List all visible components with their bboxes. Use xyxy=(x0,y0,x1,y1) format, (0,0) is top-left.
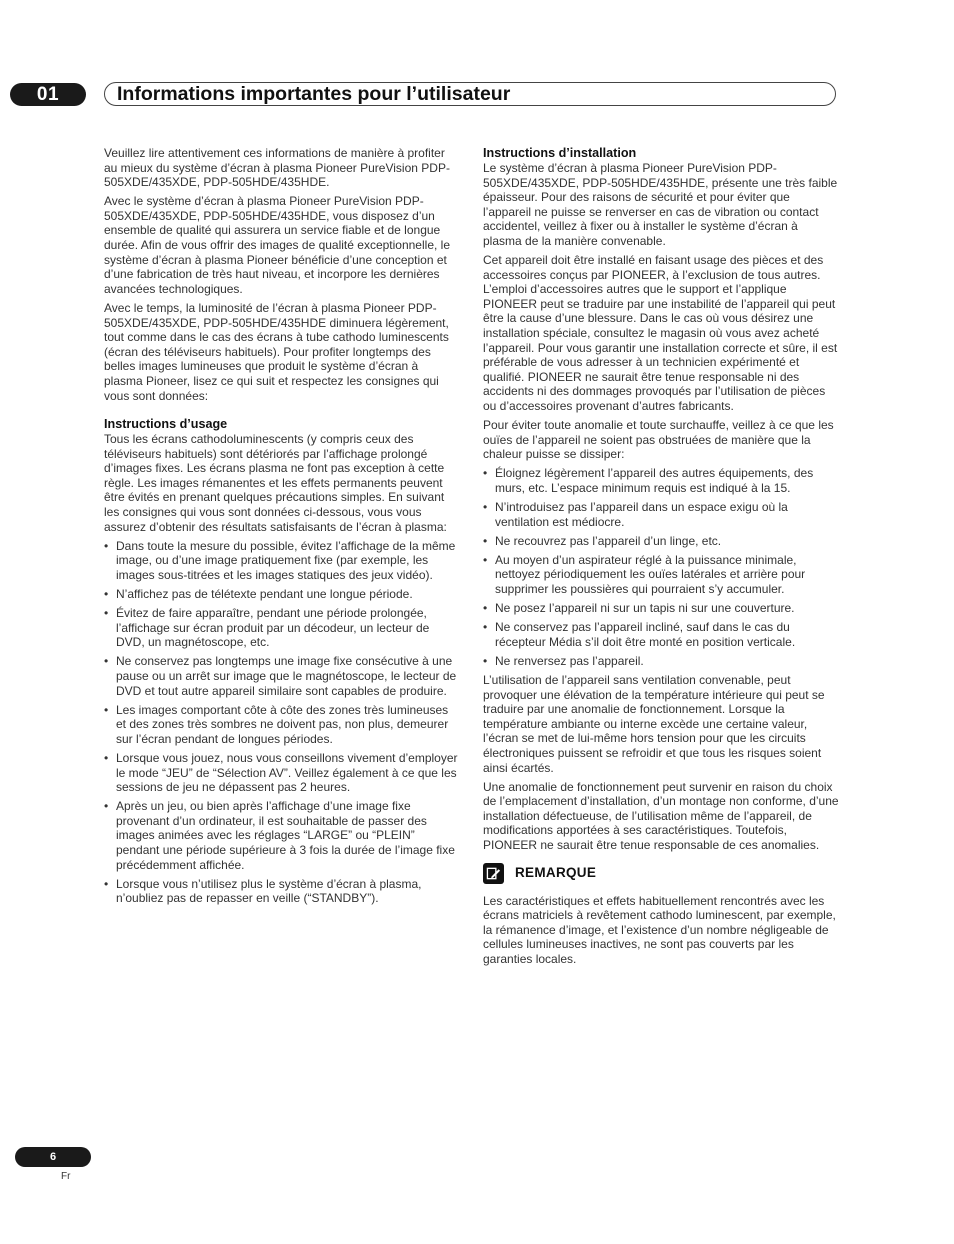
intro-paragraph: Avec le système d’écran à plasma Pioneer PureVision PDP-505XDE/435XDE, PDP-505HDE/435HDE, vous disposez d’un ensemble de qualité qui assurera un service fiable et de longue durée. Afin de vous offrir des images de qualité exceptionnelle, le système d’écran à plasma Pioneer bénéficie d’une conception et d’une fabrication de très haut niveau, et incorpore les dernières avancées technologiques. xyxy=(104,194,450,296)
page-title-bar xyxy=(104,82,836,106)
list-item: • Au moyen d’un aspirateur réglé à la puissance minimale, nettoyez périodiquement les ouïes latérales et arrière pour supprimer les poussières qui pourraient s’y accumuler. xyxy=(483,553,839,597)
page-number-badge: 6 xyxy=(15,1147,91,1167)
usage-bullet-list xyxy=(104,539,458,906)
liability-paragraph: Une anomalie de fonctionnement peut survenir en raison du choix de l’emplacement d’installation, d’un montage non conforme, d’une installation défectueuse, de l’utilisation même de l’appareil, de modifications apportées à ses caractéristiques. Toutefois, PIONEER ne saurait être tenue responsable de ces anomalies. xyxy=(483,779,839,853)
note-header xyxy=(483,863,839,884)
usage-heading: Instructions d’usage xyxy=(104,417,228,432)
list-item: • Après un jeu, ou bien après l’affichage d’une image fixe provenant d’un ordinateur, il est souhaitable de passer des images animées avec les réglages “LARGE” ou “PLEIN” pendant une période supérieure à 3 fois la durée de l’image fixe précédemment affichée. xyxy=(104,799,458,872)
install-paragraph: Pour éviter toute anomalie et toute surchauffe, veillez à ce que les ouïes de l’appareil ne soient pas obstruées de manière que la chaleur puisse se dissiper: xyxy=(483,418,834,462)
list-item: • Éloignez légèrement l’appareil des autres équipements, des murs, etc. L’espace minimum requis est indiqué à la 15. xyxy=(483,466,839,495)
intro-paragraph: Avec le temps, la luminosité de l’écran à plasma Pioneer PDP-505XDE/435XDE, PDP-505HDE/435HDE diminuera légèrement, tout comme dans le cas des écrans à tube cathodo luminescents (écran des téléviseurs habituels). Pour profiter longtemps des belles images lumineuses que produit le système d’écran à plasma Pioneer, lisez ce qui suit et respectez les consignes qui vous sont données: xyxy=(104,300,449,403)
list-item: • Ne conservez pas l’appareil incliné, sauf dans le cas du récepteur Média s’il doit être monté en position verticale. xyxy=(483,620,839,649)
chapter-number-badge: 01 xyxy=(10,83,86,106)
left-column xyxy=(104,146,458,910)
list-item: • N’affichez pas de télétexte pendant une longue période. xyxy=(104,587,458,602)
usage-intro: Tous les écrans cathodoluminescents (y compris ceux des téléviseurs habituels) sont détériorés par l’affichage prolongé d’images fixes. Les écrans plasma ne font pas exception à cette règle. Les images rémanentes et les effets permanents peuvent être évités en prenant quelques précautions simples. En suivant les consignes qui vous sont données ci-dessous, vous vous assurez d’obtenir des résultats satisfaisants de l’écran à plasma: xyxy=(104,432,447,534)
list-item: • Ne conservez pas longtemps une image fixe consécutive à une pause ou un arrêt sur image que le magnétoscope, le lecteur de DVD et tout autre appareil similaire sont capables de produire. xyxy=(104,654,458,698)
right-column xyxy=(483,146,839,971)
list-item: • Les images comportant côte à côte des zones très lumineuses et des zones très sombres ne doivent pas, non plus, demeurer sur l’écran pendant de longues périodes. xyxy=(104,703,458,747)
language-code: Fr xyxy=(61,1171,71,1182)
list-item: • Lorsque vous jouez, nous vous conseillons vivement d’employer le mode “JEU” de “Sélection AV”. Veillez également à ce que les sessions de jeu ne dépassent pas 2 heures. xyxy=(104,751,458,795)
pencil-note-icon xyxy=(483,863,504,884)
page-title: Informations importantes pour l’utilisateur xyxy=(117,83,511,105)
list-item: • Lorsque vous n’utilisez plus le système d’écran à plasma, n’oubliez pas de repasser en veille (“STANDBY”). xyxy=(104,877,458,906)
install-heading: Instructions d’installation xyxy=(483,146,637,160)
list-item: • Ne renversez pas l’appareil. xyxy=(483,654,839,669)
note-label: REMARQUE xyxy=(515,864,597,880)
ventilation-paragraph: L’utilisation de l’appareil sans ventilation convenable, peut provoquer une élévation de la température intérieure qui peut se traduire par une anomalie de fonctionnement. Lorsque la température ambiante ou interne excède une certaine valeur, l’écran se met de lui-même hors tension pour que les circuits électroniques puissent se refroidir et que tous les risques soient ainsi écartés. xyxy=(483,673,825,775)
note-text: Les caractéristiques et effets habituellement rencontrés avec les écrans matriciels à revêtement cathodo luminescent, par exemple, la rémanence d’image, et l’existence d’un nombre négligeable de cellules lumineuses inactives, ne sont pas couverts par les garanties locales. xyxy=(483,893,836,966)
list-item: • N’introduisez pas l’appareil dans un espace exigu où la ventilation est médiocre. xyxy=(483,500,839,529)
list-item: • Évitez de faire apparaître, pendant une période prolongée, l’affichage sur écran produit par un décodeur, un lecteur de DVD, un magnétoscope, etc. xyxy=(104,606,458,650)
list-item: • Ne posez l’appareil ni sur un tapis ni sur une couverture. xyxy=(483,601,839,616)
install-paragraph: Le système d’écran à plasma Pioneer PureVision PDP-505XDE/435XDE, PDP-505HDE/435HDE, présente une très faible épaisseur. Pour des raisons de sécurité et pour éviter que l’appareil ne puisse se renverser en cas de vibration ou contact accidentel, veillez à fixer ou à installer le système d’écran à plasma de la manière convenable. xyxy=(483,161,838,248)
install-paragraph: Cet appareil doit être installé en faisant usage des pièces et des accessoires conçus par PIONEER, à l’exclusion de tous autres. L’emploi d’accessoires autres que le support et l’applique PIONEER peut se traduire par une instabilité de l’appareil qui peut être la cause d’une blessure. Dans le cas où vous désirez une installation spéciale, consultez le magasin où vous avez acheté l’appareil. Pour vous garantir une installation correcte et sûre, il est préférable de vous adresser à un technicien expérimenté et qualifié. PIONEER ne saurait être tenue responsable ni des accidents ni des dommages provoqués par l’utilisation de pièces ou d’accessoires provenant d’autres fabricants. xyxy=(483,253,838,413)
install-bullet-list xyxy=(483,466,839,668)
intro-paragraph: Veuillez lire attentivement ces informations de manière à profiter au mieux du système d’écran à plasma Pioneer PureVision PDP-505XDE/435XDE, PDP-505HDE/435HDE. xyxy=(104,146,450,190)
list-item: • Dans toute la mesure du possible, évitez l’affichage de la même image, ou d’une image pratiquement fixe (par exemple, les images sous-titrées et les images statiques des jeux vidéo). xyxy=(104,539,458,583)
list-item: • Ne recouvrez pas l’appareil d’un linge, etc. xyxy=(483,534,839,549)
